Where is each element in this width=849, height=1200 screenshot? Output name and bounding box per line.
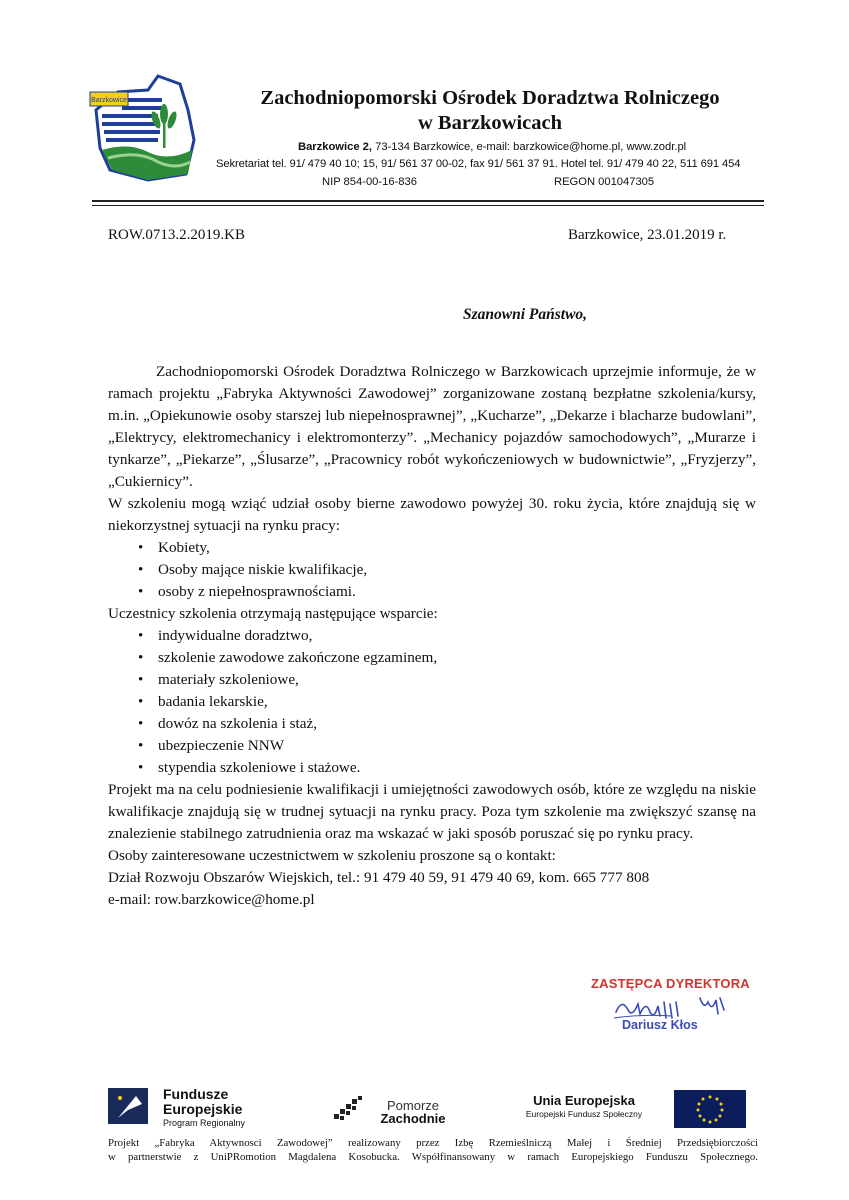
pz-line2: Zachodnie bbox=[380, 1111, 446, 1126]
pomorze-zachodnie-text bbox=[363, 1100, 463, 1125]
intro-paragraph: Zachodniopomorski Ośrodek Doradztwa Rolniczego w Barzkowicach uprzejmie informuje, że w ramach projektu „Fabryka Aktywności Zawodowej” zorganizowane zostaną bezpłatne szkolenia/kursy, m.in. „Opiekunowie osoby starszej lub niepełnosprawnej”, „Kucharze”, „Dekarze i blacharze budowlani”, „Elektrycy, elektromechanicy i elektromonterzy”. „Mechanicy pojazdów samochodowych”, „Murarze i tynkarze”, „Piekarze”, „Ślusarze”, „Pracownicy robót wykończeniowych w budownictwie”, „Fryzjerzy”, „Cukiernicy”. bbox=[108, 363, 756, 490]
logo-label: Barzkowice bbox=[91, 97, 127, 104]
header-rule-top bbox=[92, 200, 764, 202]
ue-line1: Unia Europejska bbox=[533, 1093, 635, 1108]
stamp-name: Dariusz Kłos bbox=[622, 1018, 698, 1032]
list-item: • indywidualne doradztwo, bbox=[108, 625, 756, 647]
fe-line1: Fundusze bbox=[163, 1086, 229, 1102]
footer-note bbox=[108, 1136, 758, 1164]
org-address bbox=[298, 140, 686, 154]
contact-intro: Osoby zainteresowane uczestnictwem w szkoleniu proszone są o kontakt: bbox=[108, 847, 556, 864]
list-item: • szkolenie zawodowe zakończone egzaminem, bbox=[108, 647, 756, 669]
list-item: • Kobiety, bbox=[108, 537, 756, 559]
list-item: • ubezpieczenie NNW bbox=[108, 735, 756, 757]
address-street: Barzkowice 2, bbox=[298, 141, 372, 153]
goal-paragraph: Projekt ma na celu podniesienie kwalifikacji i umiejętności zawodowych osób, które ze względu na niskie kwalifikacje znajdują się w trudnej sytuacji na rynku pracy. Poza tym szkolenie ma zwiększyć szansę na znalezienie stabilnego zatrudnienia oraz ma wskazać w jaki sposób poruszać się po rynku pracy. bbox=[108, 781, 756, 842]
reference-number: ROW.0713.2.2019.KB bbox=[108, 227, 245, 243]
list-item: • materiały szkoleniowe, bbox=[108, 669, 756, 691]
fe-line3: Program Regionalny bbox=[163, 1118, 246, 1128]
list-item: • Osoby mające niskie kwalifikacje, bbox=[108, 559, 756, 581]
zodr-logo bbox=[88, 70, 198, 185]
list-item: • badania lekarskie, bbox=[108, 691, 756, 713]
letter-body bbox=[108, 361, 756, 911]
list-item: • osoby z niepełnosprawnościami. bbox=[108, 581, 756, 603]
support-intro: Uczestnicy szkolenia otrzymają następujące wsparcie: bbox=[108, 605, 438, 622]
list-item: • dowóz na szkolenia i staż, bbox=[108, 713, 756, 735]
org-nip: NIP 854-00-16-836 bbox=[322, 176, 417, 188]
eligibility-paragraph: W szkoleniu mogą wziąć udział osoby bierne zawodowo powyżej 30. roku życia, które znajdują się w niekorzystnej sytuacji na rynku pracy: bbox=[108, 495, 756, 534]
address-contact: 73-134 Barzkowice, e-mail: barzkowice@home.pl, www.zodr.pl bbox=[372, 141, 687, 153]
unia-europejska-text bbox=[504, 1093, 664, 1120]
fundusze-europejskie-text bbox=[163, 1087, 245, 1129]
org-regon: REGON 001047305 bbox=[554, 176, 655, 188]
eu-flag-icon bbox=[674, 1090, 746, 1128]
fundusze-europejskie-icon bbox=[108, 1088, 148, 1124]
footer-note-line2: w partnerstwie z UniPRomotion Magdalena Kosobucka. Współfinansowany w ramach Europejskiego Funduszu Społecznego. bbox=[108, 1151, 758, 1163]
contact-department: Dział Rozwoju Obszarów Wiejskich, tel.: 91 479 40 59, 91 479 40 69, kom. 665 777 808 bbox=[108, 869, 650, 886]
stamp-title: ZASTĘPCA DYREKTORA bbox=[591, 976, 750, 991]
greeting: Szanowni Państwo, bbox=[463, 306, 588, 323]
contact-email: e-mail: row.barzkowice@home.pl bbox=[108, 891, 315, 908]
header-rule-bottom bbox=[92, 205, 764, 206]
place-date: Barzkowice, 23.01.2019 r. bbox=[568, 227, 727, 243]
org-name-line2: w Barzkowicach bbox=[417, 112, 563, 134]
list-item: • stypendia szkoleniowe i stażowe. bbox=[108, 757, 756, 779]
org-name-line1: Zachodniopomorski Ośrodek Doradztwa Rolniczego bbox=[260, 87, 720, 109]
eligible-groups-list bbox=[108, 537, 756, 603]
org-phones: Sekretariat tel. 91/ 479 40 10; 15, 91/ 561 37 00-02, fax 91/ 561 37 91. Hotel tel. 91/ 479 40 22, 511 691 454 bbox=[216, 158, 741, 170]
footer-note-line1: Projekt „Fabryka Aktywnosci Zawodowej” realizowany przez Izbę Rzemieślniczą Małej i Średniej Przedsiębiorczości bbox=[108, 1137, 758, 1149]
pz-line1: Pomorze bbox=[386, 1098, 440, 1113]
ue-line2: Europejski Fundusz Społeczny bbox=[525, 1109, 643, 1119]
support-list bbox=[108, 625, 756, 779]
fe-line2: Europejskie bbox=[163, 1101, 243, 1117]
